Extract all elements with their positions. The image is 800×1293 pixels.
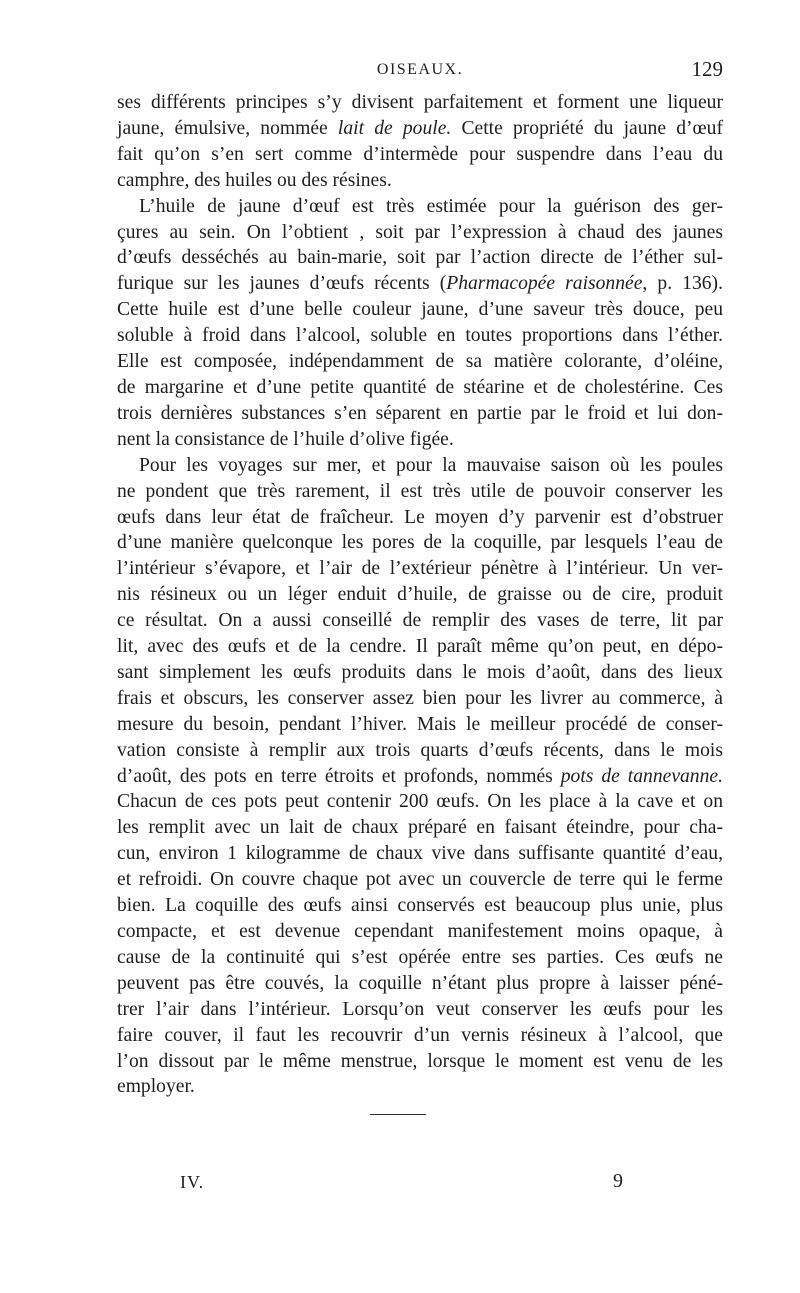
line-text: furique sur les jaunes d’œufs récents ( [117,273,447,295]
line-text: Elle est composée, indépendamment de sa matière colorante, d’oléine, [117,351,723,373]
line-text: compacte, et est devenue cependant manifestement moins opaque, à [117,921,723,942]
line-text: trer l’air dans l’intérieur. Lorsqu’on veut conserver les œufs pour les [117,998,723,1020]
line-text: nis résineux ou un léger enduit d’huile, de graisse ou de cire, produit [117,584,723,606]
text-line [117,608,723,634]
signature-number: 9 [613,1170,623,1192]
text-line [117,634,723,660]
line-text: camphre, des huiles ou des résines. [117,169,392,191]
text-line [117,867,723,893]
text-line [117,297,723,323]
line-text: lit, avec des œufs et de la cendre. Il paraît même qu’on peut, en dépo- [117,636,723,658]
text-line [117,323,723,349]
text-line [117,401,723,427]
line-text: l’on dissout par le même menstrue, lorsque le moment est venu de les [117,1050,723,1072]
text-line [117,90,723,116]
text-line [117,919,723,945]
text-line [117,245,723,271]
line-text: faire couver, il faut les recouvrir d’un vernis résineux à l’alcool, que [117,1024,723,1046]
text-line [117,479,723,505]
line-text: ce résultat. On a aussi conseillé de remplir des vases de terre, lit par [117,610,723,632]
italic-text: pots de tannevanne. [560,765,724,787]
line-text: employer. [117,1076,195,1098]
text-line [117,556,723,582]
line-text: les remplit avec un lait de chaux préparé en faisant éteindre, pour cha- [117,817,723,839]
text-line [117,764,723,790]
line-text: et refroidi. On couvre chaque pot avec un couvercle de terre qui le ferme [117,869,723,891]
text-line [117,271,723,297]
text-line [117,789,723,815]
text-line [117,971,723,997]
text-line [117,738,723,764]
line-text: d’œufs desséchés au bain-marie, soit par l’action directe de l’éther sul- [117,247,723,269]
line-text: Pour les voyages sur mer, et pour la mauvaise saison où les poules [139,454,723,476]
text-line [117,1049,723,1075]
line-text: l’intérieur s’évapore, et l’air de l’extérieur pénètre à l’intérieur. Un ver- [117,558,723,580]
line-text: ne pondent que très rarement, il est très utile de pouvoir conserver les [117,480,723,502]
line-text: Chacun de ces pots peut contenir 200 œufs. On les place à la cave et on [117,791,723,813]
line-text: œufs dans leur état de fraîcheur. Le moyen d’y parvenir est d’obstruer [117,506,723,528]
text-line [117,375,723,401]
italic-text: lait de poule. [337,117,452,139]
running-head [117,57,723,87]
line-text: çures au sein. On l’obtient , soit par l’expression à chaud des jaunes [117,221,723,243]
signature-mark: IV. [180,1172,205,1192]
text-line [117,530,723,556]
line-text: fait qu’on s’en sert comme d’intermède pour suspendre dans l’eau du [117,143,723,165]
line-text: jaune, émulsive, nommée [117,117,338,139]
text-line [117,582,723,608]
text-line [117,116,723,142]
text-line [117,1074,723,1100]
section-rule [370,1114,426,1115]
text-line [117,168,723,194]
text-line [117,194,723,220]
text-line [117,997,723,1023]
text-line [117,453,723,479]
line-text: sant simplement les œufs produits dans le mois d’août, dans des lieux [117,661,723,683]
text-line [117,945,723,971]
line-text: trois dernières substances s’en séparent en partie par le froid et lui don- [117,402,723,424]
line-text: L’huile de jaune d’œuf est très estimée pour la guérison des ger- [139,195,723,217]
line-text: frais et obscurs, les conserver assez bien pour les livrer au commerce, à [117,687,723,709]
text-line [117,349,723,375]
paragraph [117,90,723,194]
text-line [117,893,723,919]
line-text: ses différents principes s’y divisent parfaitement et forment une liqueur [117,92,723,113]
line-text: mesure du besoin, pendant l’hiver. Mais le meilleur procédé de conser- [117,713,723,735]
text-line [117,142,723,168]
text-line [117,1023,723,1049]
running-title: OISEAUX. [376,61,464,78]
line-text: cun, environ 1 kilogramme de chaux vive dans suffisante quantité d’eau, [117,843,723,865]
text-line [117,427,723,453]
text-line [117,841,723,867]
line-text: d’une manière quelconque les pores de la coquille, par lesquels l’eau de [117,532,723,554]
line-text: de margarine et d’une petite quantité de stéarine et de cholestérine. Ces [117,376,723,398]
line-text: d’août, des pots en terre étroits et profonds, nommés [117,765,561,787]
text-line [117,505,723,531]
line-text: peuvent pas être couvés, la coquille n’étant plus propre à laisser péné- [117,972,723,994]
line-text: bien. La coquille des œufs ainsi conservés est beaucoup plus unie, plus [117,895,723,917]
page-number: 129 [691,57,723,81]
text-line [117,660,723,686]
text-line [117,220,723,246]
paragraph [117,194,723,453]
body-text [117,90,723,1100]
paragraph [117,453,723,1101]
italic-text: Pharmacopée raisonnée [446,273,643,295]
line-text: cause de la continuité qui s’est opérée entre ses parties. Ces œufs ne [117,946,723,968]
text-line [117,815,723,841]
line-text: vation consiste à remplir aux trois quarts d’œufs récents, dans le mois [117,739,723,761]
text-line [117,712,723,738]
text-line [117,686,723,712]
line-text: Cette propriété du jaune d’œuf [451,117,723,139]
line-text: Cette huile est d’une belle couleur jaune, d’une saveur très douce, peu [117,299,723,321]
line-text: , p. 136). [642,273,723,295]
line-text: nent la consistance de l’huile d’olive figée. [117,428,454,450]
line-text: soluble à froid dans l’alcool, soluble en toutes proportions dans l’éther. [117,325,723,347]
